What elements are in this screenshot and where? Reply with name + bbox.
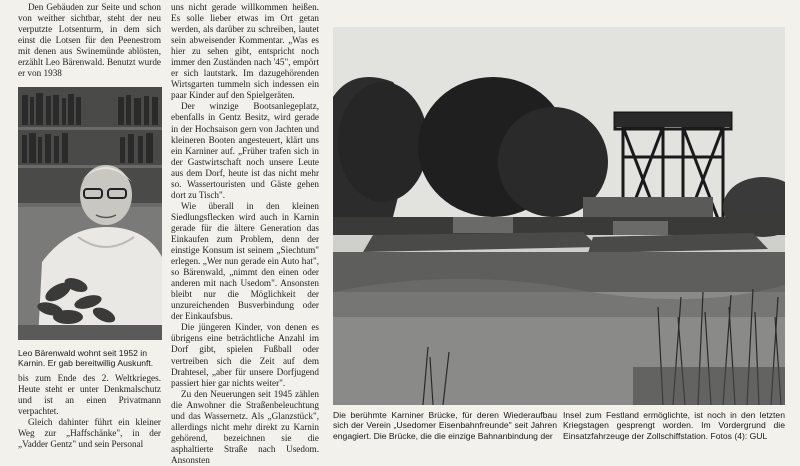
paragraph: Den Gebäuden zur Seite und schon von weither sichtbar, steht der neu verputzte Lotsenturm, in dem sich einst die Lotsen für den Peenestrom mit denen aus Swinemünde ablösten, erzählt Leo Bärenwald. Benutzt wurde er von 1938 [18, 2, 161, 79]
bridge-caption-right-text: Insel zum Festland ermöglichte, ist noch in den letzten Kriegstagen gesprengt worden. Im Vordergrund die Einsatzfahrzeuge der Zollschiffstation. [563, 410, 785, 441]
portrait-caption: Leo Bärenwald wohnt seit 1952 in Karnin. Er gab bereitwillig Auskunft. [18, 348, 154, 369]
paragraph: Zu den Neuerungen seit 1945 zählen die Anwohner die Straßenbeleuchtung und das Wassernetz. Als „Glanzstück", allerdings nicht mehr direkt zu Karnin gehörend, bezeichnen sie die asphaltierte Straße nach Usedom. Ansonsten [171, 388, 319, 465]
paragraph: uns nicht gerade willkommen heißen. Es solle lieber etwas im Ort getan werden, als darüber zu schreiben, lautet sein abweisender Kommentar. „Was es hier zu sehen gibt, entspricht noch immer den Zuständen nach '45", empört er sich lautstark. Im dazugehörenden Wirtsgarten tummeln sich indessen ein paar Kinder auf den Spielgeräten. [171, 2, 319, 101]
article-column-1-bottom [18, 373, 161, 450]
bridge-caption-right [563, 410, 785, 441]
paragraph: Der winzige Bootsanlegeplatz, ebenfalls in Gentz Besitz, wird gerade in der Hochsaison gern von Jachten und kleineren Booten angesteuert, klärt uns ein Karniner auf. „Früher trafen sich in der Gastwirtschaft noch unsere Leute aus dem Dorf, heute ist das nicht mehr so. Wassertouristen und Gäste gehen dort zu Tisch". [171, 101, 319, 200]
paragraph: Die jüngeren Kinder, von denen es übrigens eine beträchtliche Anzahl im Dorf gibt, spielen Fußball oder vertreiben sich die Zeit auf dem Drahtesel, „aber für unsere Dorfjugend passiert hier gar nichts weiter". [171, 322, 319, 388]
bridge-photo-drawing [333, 27, 785, 405]
bridge-photo [333, 27, 785, 405]
paragraph: Gleich dahinter führt ein kleiner Weg zur „Haffschänke", in der „Vadder Gentz" und sein Personal [18, 417, 161, 450]
photo-credit: Fotos (4): GUL [710, 430, 768, 441]
bridge-caption-left: Die berühmte Karniner Brücke, für deren Wiederaufbau sich der Verein „Usedomer Eisenbahnfreunde" seit Jahren engagiert. Die Brücke, die die einzige Bahnanbindung der [333, 410, 557, 441]
paragraph: Wie überall in den kleinen Siedlungsflecken wird auch in Karnin gerade für die ältere Generation das Einkaufen zum Problem, denn der einstige Konsum ist seinem „Siechtum" erlegen. „Wer nun gerade ein Auto hat", so Bärenwald, „nimmt den einen oder anderen mit nach Usedom". Ansonsten bleibt nur die Möglichkeit der unzureichenden Busverbindung oder der Einkaufsbus. [171, 200, 319, 322]
portrait-photo-drawing [18, 87, 162, 340]
article-column-2 [171, 2, 319, 466]
paragraph: bis zum Ende des 2. Weltkrieges. Heute steht er unter Denkmalschutz und ist an einen Privatmann verpachtet. [18, 373, 161, 417]
article-column-1-top [18, 2, 161, 79]
portrait-photo [18, 87, 162, 340]
